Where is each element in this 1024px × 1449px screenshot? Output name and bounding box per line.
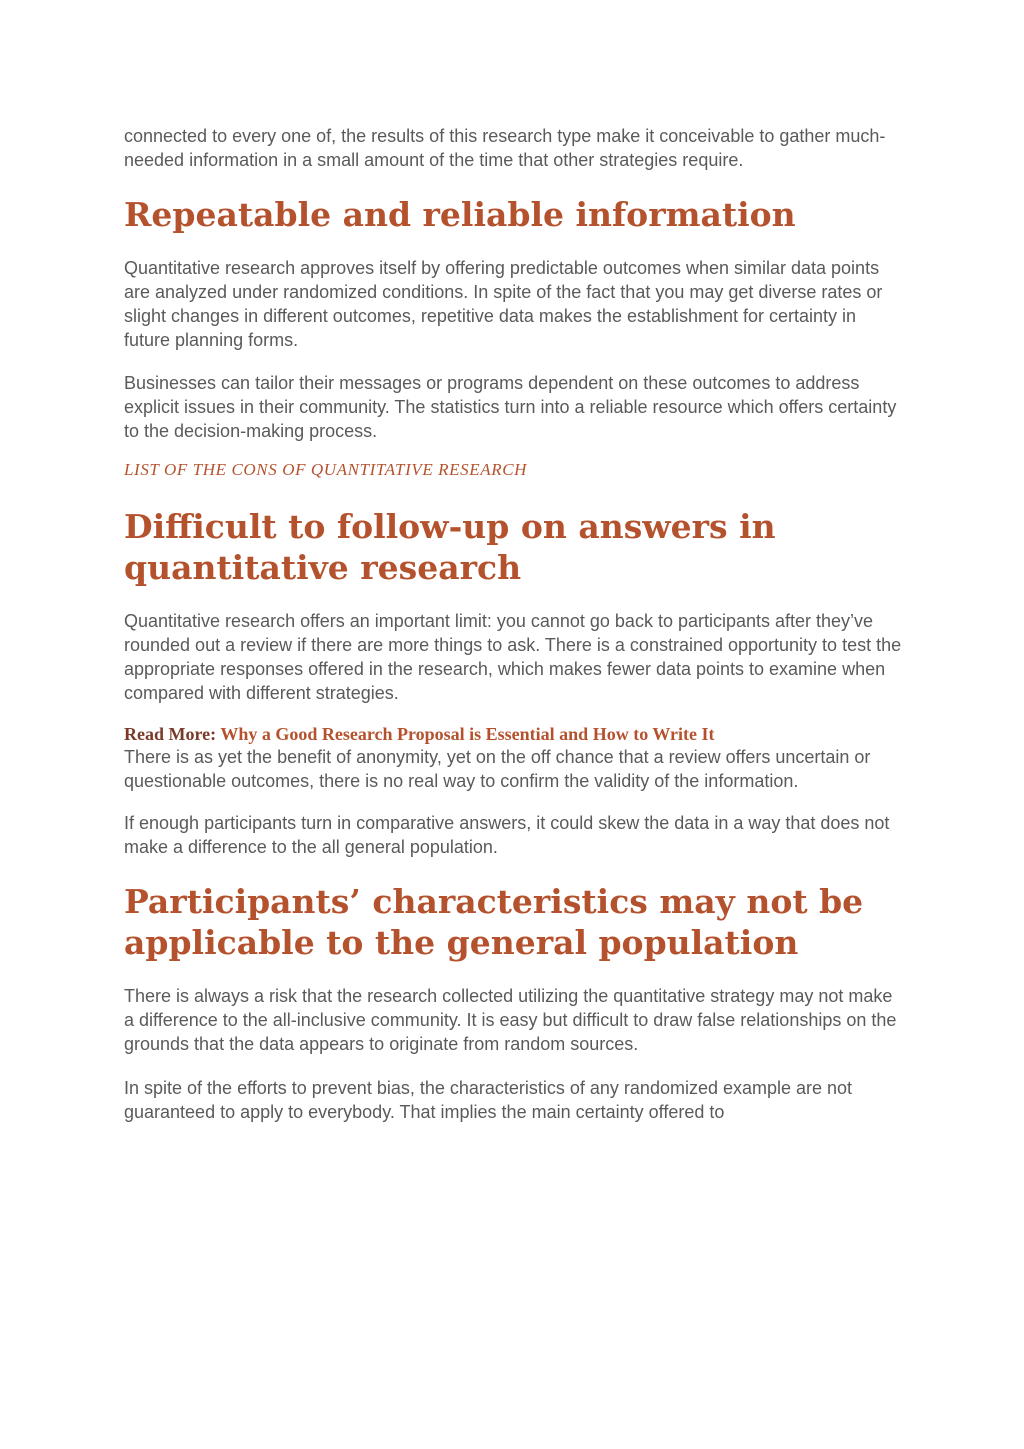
reliable-paragraph-2: Businesses can tailor their messages or programs dependent on these outcomes to address explicit issues in their community. The statistics turn into a reliable resource which offers certainty to the decision-making process. (124, 373, 897, 441)
participants-paragraph-2: In spite of the efforts to prevent bias, the characteristics of any randomized example are not guaranteed to apply to everybody. That implies the main certainty offered to (124, 1078, 853, 1122)
heading-difficult-follow-up: Difficult to follow-up on answers in quantitative research (124, 507, 776, 587)
followup-paragraph-2: There is as yet the benefit of anonymity, yet on the off chance that a review offers uncertain or questionable outcomes, there is no real way to confirm the validity of the information. (124, 747, 871, 791)
document-page (124, 124, 902, 1124)
read-more-line (124, 723, 902, 745)
reliable-paragraph-1: Quantitative research approves itself by offering predictable outcomes when similar data points are analyzed under randomized conditions. In spite of the fact that you may get diverse rates or slight changes in different outcomes, repetitive data makes the establishment for certainty in future planning forms. (124, 258, 883, 350)
followup-paragraph-1: Quantitative research offers an important limit: you cannot go back to participants after they’ve rounded out a review if there are more things to ask. There is a constrained opportunity to test the appropriate responses offered in the research, which makes fewer data points to examine when compared with different strategies. (124, 611, 902, 703)
cons-section-label: LIST OF THE CONS OF QUANTITATIVE RESEARCH (124, 460, 528, 479)
heading-participants-characteristics: Participants’ characteristics may not be applicable to the general population (124, 882, 864, 962)
heading-repeatable-reliable: Repeatable and reliable information (124, 195, 796, 234)
read-more-link[interactable]: Why a Good Research Proposal is Essential and How to Write It (220, 724, 715, 744)
intro-paragraph: connected to every one of, the results of this research type make it conceivable to gather much-needed information in a small amount of the time that other strategies require. (124, 126, 886, 170)
read-more-label: Read More: (124, 724, 221, 744)
followup-paragraph-3: If enough participants turn in comparative answers, it could skew the data in a way that does not make a difference to the all general population. (124, 813, 890, 857)
participants-paragraph-1: There is always a risk that the research collected utilizing the quantitative strategy may not make a difference to the all-inclusive community. It is easy but difficult to draw false relationships on the grounds that the data appears to originate from random sources. (124, 986, 897, 1054)
